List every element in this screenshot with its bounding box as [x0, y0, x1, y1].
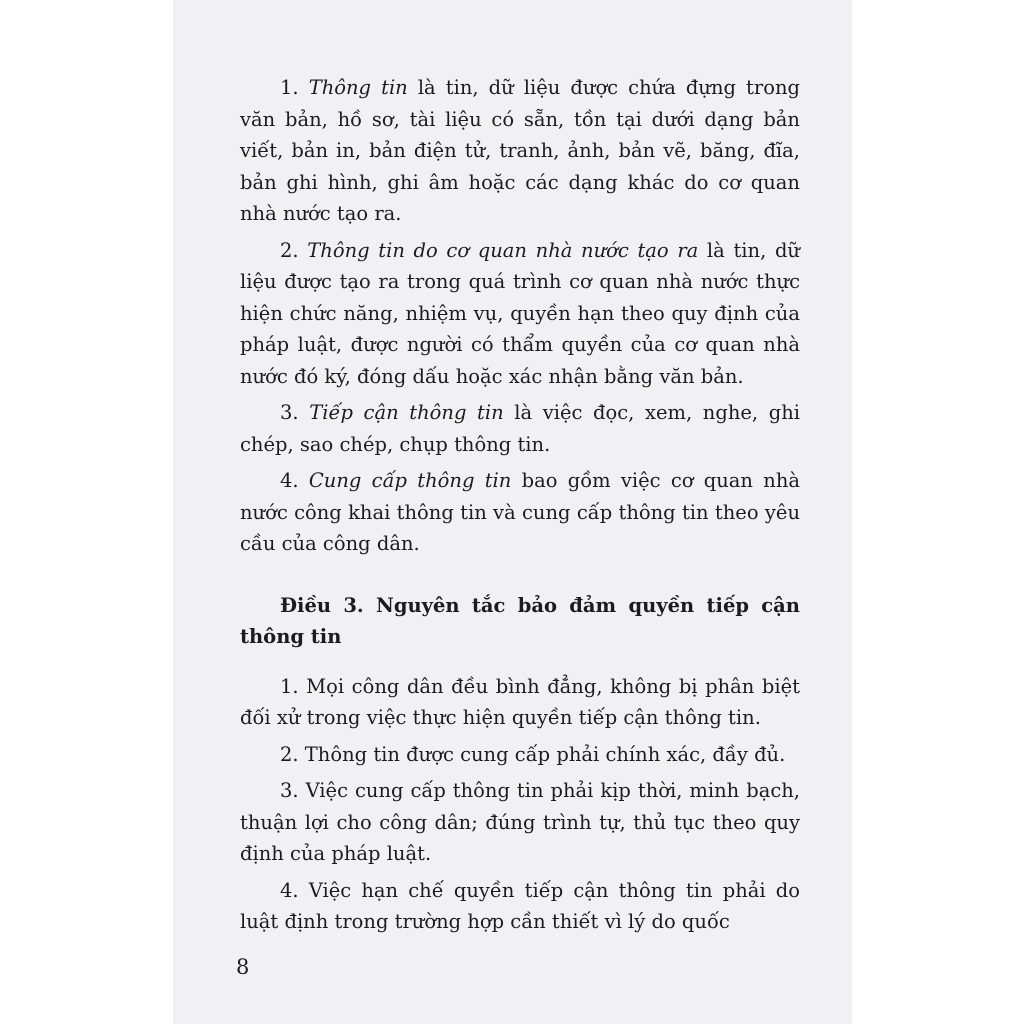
definition-term: Tiếp cận thông tin — [309, 401, 504, 424]
principle-2: 2. Thông tin được cung cấp phải chính xác, đầy đủ. — [280, 742, 786, 766]
page-body — [240, 72, 800, 938]
definition-number: 3. — [280, 401, 310, 424]
book-page — [173, 0, 852, 1024]
definition-2 — [240, 235, 800, 393]
definition-text: là việc đọc, xem, nghe, ghi chép, sao chép, chụp thông tin. — [240, 401, 801, 456]
definition-number: 4. — [280, 469, 309, 492]
definition-text: là tin, dữ liệu được tạo ra trong quá trình cơ quan nhà nước thực hiện chức năng, nhiệm vụ, quyền hạn theo quy định của pháp luật, được người có thẩm quyền của cơ quan nhà nước đó ký, đóng dấu hoặc xác nhận bằng văn bản. — [240, 238, 800, 388]
definition-term: Cung cấp thông tin — [308, 469, 512, 492]
definition-3 — [240, 397, 800, 460]
definition-1 — [240, 72, 800, 230]
definition-term: Thông tin — [308, 76, 408, 99]
definition-term: Thông tin do cơ quan nhà nước tạo ra — [307, 238, 699, 262]
definition-text: bao gồm việc cơ quan nhà nước công khai thông tin và cung cấp thông tin theo yêu cầu của công dân. — [240, 469, 800, 555]
definition-number: 2. — [280, 238, 308, 262]
principle-4: 4. Việc hạn chế quyền tiếp cận thông tin phải do luật định trong trường hợp cần thiết vì lý do quốc — [240, 878, 800, 933]
principle-1: 1. Mọi công dân đều bình đẳng, không bị phân biệt đối xử trong việc thực hiện quyền tiếp cận thông tin. — [240, 674, 800, 729]
page-number: 8 — [236, 955, 250, 979]
definition-number: 1. — [280, 76, 309, 99]
article-heading: Điều 3. Nguyên tắc bảo đảm quyền tiếp cận thông tin — [240, 593, 800, 648]
principle-3: 3. Việc cung cấp thông tin phải kịp thời, minh bạch, thuận lợi cho công dân; đúng trình tự, thủ tục theo quy định của pháp luật. — [240, 779, 800, 865]
definition-text: là tin, dữ liệu được chứa đựng trong văn bản, hồ sơ, tài liệu có sẵn, tồn tại dưới dạng bản viết, bản in, bản điện tử, tranh, ảnh, bản vẽ, băng, đĩa, bản ghi hình, ghi âm hoặc các dạng khác do cơ quan nhà nước tạo ra. — [240, 76, 800, 225]
definition-4 — [240, 465, 800, 560]
